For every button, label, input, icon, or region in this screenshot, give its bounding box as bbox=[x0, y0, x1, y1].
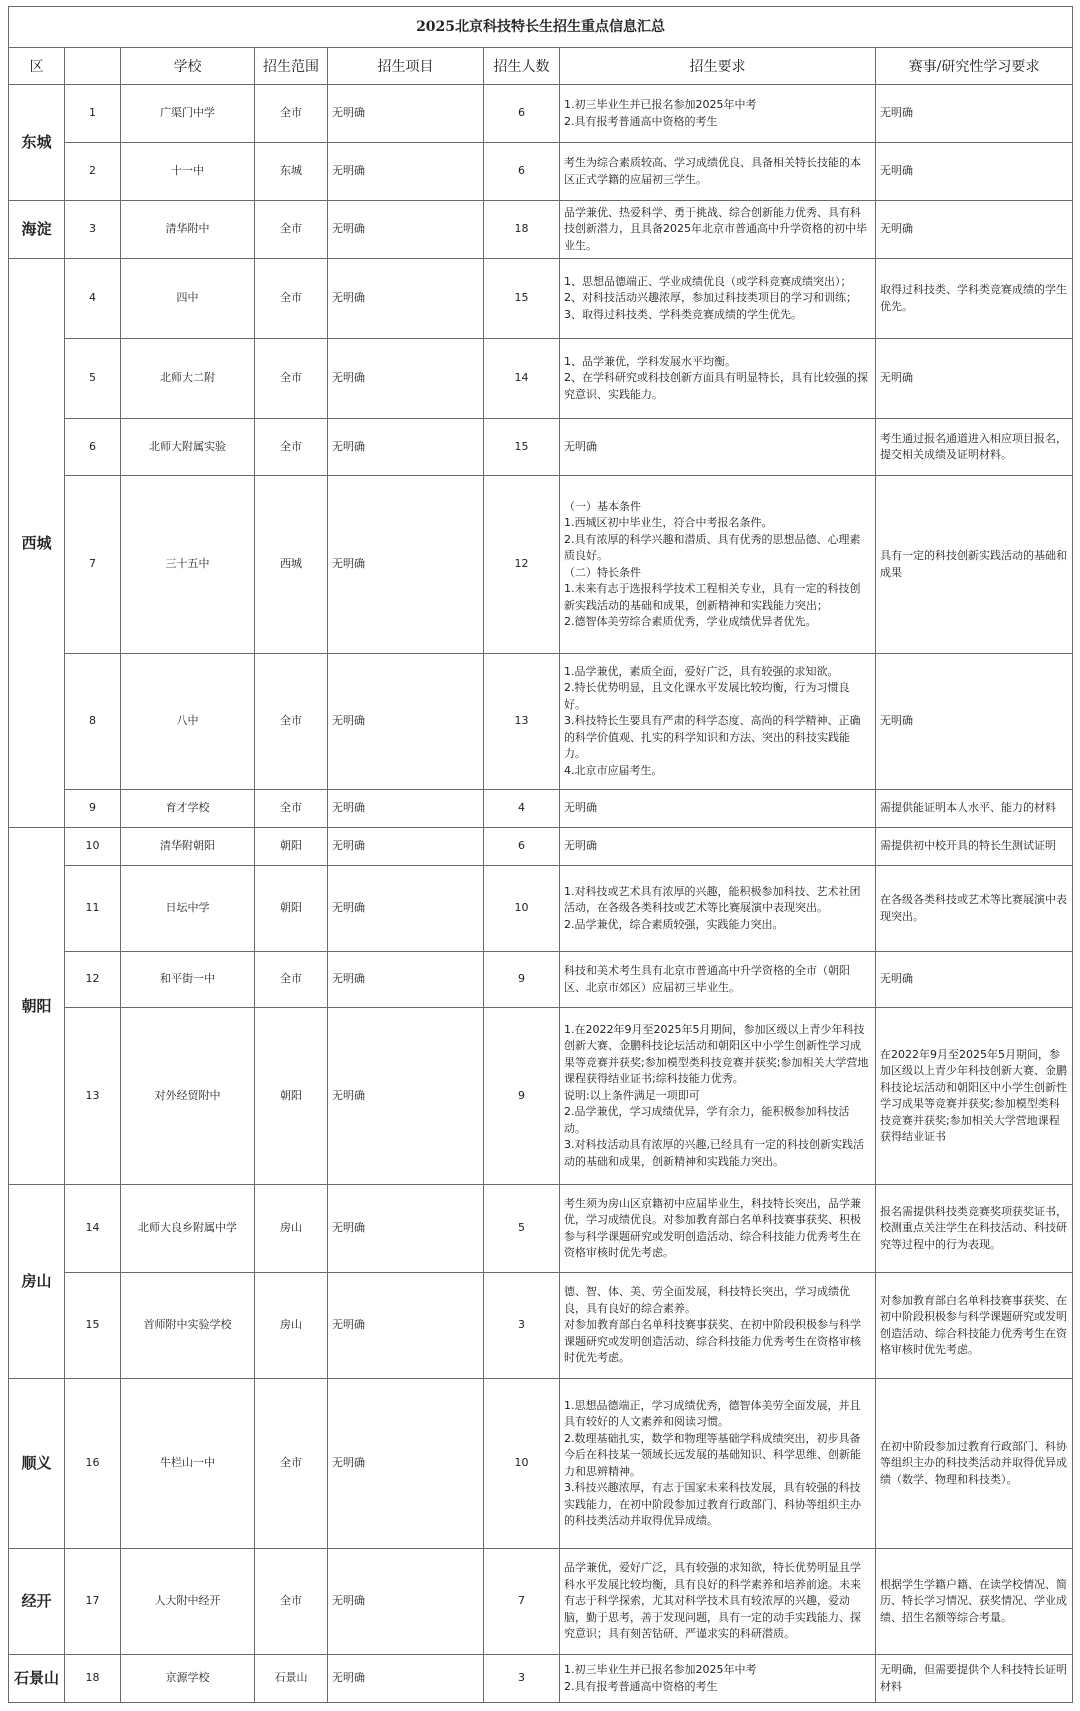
competition-req: 需提供初中校开具的特长生测试证明 bbox=[880, 839, 1056, 853]
scope: 朝阳 bbox=[255, 1008, 328, 1185]
row-number: 18 bbox=[65, 1655, 121, 1703]
count: 6 bbox=[484, 828, 560, 866]
count: 6 bbox=[484, 85, 560, 143]
table-row bbox=[9, 790, 1073, 828]
project: 无明确 bbox=[328, 85, 484, 143]
requirements: 1、品学兼优，学科发展水平均衡。 2、在学科研究或科技创新方面具有明显特长，具有比较强的探究意识、实践能力。 bbox=[564, 354, 868, 401]
competition-req: 对参加教育部白名单科技赛事获奖、在初中阶段积极参与科学课题研究或发明创造活动、综合科技能力优秀考生在资格审核时优先考虑。 bbox=[880, 1293, 1067, 1356]
school-name: 北师大附属实验 bbox=[121, 419, 255, 476]
school-name: 和平街一中 bbox=[121, 952, 255, 1008]
project: 无明确 bbox=[328, 1185, 484, 1273]
competition-req: 根据学生学籍户籍、在读学校情况、简历、特长学习情况、获奖情况、学业成绩、招生名额等综合考量。 bbox=[880, 1577, 1067, 1624]
project: 无明确 bbox=[328, 143, 484, 201]
row-number: 11 bbox=[65, 866, 121, 952]
header-project: 招生项目 bbox=[328, 48, 484, 85]
count: 3 bbox=[484, 1273, 560, 1379]
count: 12 bbox=[484, 476, 560, 654]
scope: 全市 bbox=[255, 339, 328, 419]
requirements: 1.思想品德端正，学习成绩优秀，德智体美劳全面发展，并且具有较好的人文素养和阅读习惯。 2.数理基础扎实，数学和物理等基础学科成绩突出，初步具备今后在科技某一领域长远发展的基础知识、科学思维、创新能力和思辨精神。 3.科技兴趣浓厚，有志于国家未来科技发展，具有较强的科技实践能力，在初中阶段参加过教育行政部门、科协等组织主办的科技类活动并取得优异成绩。 bbox=[564, 1398, 861, 1527]
school-name: 北师大二附 bbox=[121, 339, 255, 419]
requirements: 1、思想品德端正、学业成绩优良（或学科竞赛成绩突出）； 2、对科技活动兴趣浓厚，参加过科技类项目的学习和训练； 3、取得过科技类、学科类竞赛成绩的学生优先。 bbox=[564, 274, 857, 321]
row-number: 9 bbox=[65, 790, 121, 828]
requirements: 品学兼优，爱好广泛，具有较强的求知欲，特长优势明显且学科水平发展比较均衡，具有良好的科学素养和培养前途。未来有志于科学探索，尤其对科学技术具有较浓厚的兴趣，爱动脑，勤于思考，善于发现问题，具有一定的动手实践能力、探究意识；具有刻苦钻研、严谨求实的科研潜质。 bbox=[564, 1561, 861, 1641]
project: 无明确 bbox=[328, 866, 484, 952]
requirements: （一）基本条件 1.西城区初中毕业生，符合中考报名条件。 2.具有浓厚的科学兴趣和潜质、具有优秀的思想品德、心理素质良好。 （二）特长条件 1.未来有志于选报科学技术工程相关专业，具有一定的科技创新实践活动的基础和成果，创新精神和实践能力突出； 2.德智体美劳综合素质优秀，学业成绩优异者优先。 bbox=[564, 499, 861, 628]
scope: 全市 bbox=[255, 654, 328, 790]
project: 无明确 bbox=[328, 419, 484, 476]
district-cell: 朝阳 bbox=[9, 828, 65, 1185]
scope: 全市 bbox=[255, 1379, 328, 1549]
requirements: 科技和美术考生具有北京市普通高中升学资格的全市（朝阳区、北京市郊区）应届初三毕业生。 bbox=[564, 964, 850, 994]
project: 无明确 bbox=[328, 952, 484, 1008]
project: 无明确 bbox=[328, 201, 484, 259]
project: 无明确 bbox=[328, 339, 484, 419]
competition-req: 无明确 bbox=[880, 164, 913, 178]
table-row bbox=[9, 201, 1073, 259]
school-name: 人大附中经开 bbox=[121, 1549, 255, 1655]
school-name: 育才学校 bbox=[121, 790, 255, 828]
table-row bbox=[9, 866, 1073, 952]
scope: 全市 bbox=[255, 1549, 328, 1655]
district-cell: 海淀 bbox=[9, 201, 65, 259]
count: 9 bbox=[484, 952, 560, 1008]
row-number: 16 bbox=[65, 1379, 121, 1549]
school-name: 京源学校 bbox=[121, 1655, 255, 1703]
competition-req: 无明确，但需要提供个人科技特长证明材料 bbox=[880, 1663, 1067, 1693]
scope: 全市 bbox=[255, 201, 328, 259]
count: 7 bbox=[484, 1549, 560, 1655]
row-number: 3 bbox=[65, 201, 121, 259]
school-name: 八中 bbox=[121, 654, 255, 790]
table-row bbox=[9, 1273, 1073, 1379]
project: 无明确 bbox=[328, 1655, 484, 1703]
competition-req: 在初中阶段参加过教育行政部门、科协等组织主办的科技类活动并取得优异成绩（数学、物理和科技类）。 bbox=[880, 1439, 1067, 1486]
count: 9 bbox=[484, 1008, 560, 1185]
table-row bbox=[9, 143, 1073, 201]
competition-req: 取得过科技类、学科类竞赛成绩的学生优先。 bbox=[880, 283, 1067, 313]
scope: 西城 bbox=[255, 476, 328, 654]
header-school: 学校 bbox=[121, 48, 255, 85]
header-scope: 招生范围 bbox=[255, 48, 328, 85]
row-number: 12 bbox=[65, 952, 121, 1008]
row-number: 1 bbox=[65, 85, 121, 143]
scope: 朝阳 bbox=[255, 866, 328, 952]
row-number: 6 bbox=[65, 419, 121, 476]
project: 无明确 bbox=[328, 654, 484, 790]
district-cell: 石景山 bbox=[9, 1655, 65, 1703]
requirements: 无明确 bbox=[564, 801, 597, 815]
project: 无明确 bbox=[328, 476, 484, 654]
table-row bbox=[9, 654, 1073, 790]
row-number: 15 bbox=[65, 1273, 121, 1379]
project: 无明确 bbox=[328, 1549, 484, 1655]
scope: 全市 bbox=[255, 952, 328, 1008]
count: 15 bbox=[484, 259, 560, 339]
row-number: 14 bbox=[65, 1185, 121, 1273]
requirements: 品学兼优、热爱科学、勇于挑战、综合创新能力优秀、具有科技创新潜力，且具备2025年北京市普通高中升学资格的初中毕业生。 bbox=[564, 205, 867, 252]
requirements: 无明确 bbox=[564, 839, 597, 853]
competition-req: 报名需提供科技类竞赛奖项获奖证书，校测重点关注学生在科技活动、科技研究等过程中的行为表现。 bbox=[880, 1204, 1067, 1251]
competition-req: 在各级各类科技或艺术等比赛展演中表现突出。 bbox=[880, 893, 1067, 923]
competition-req: 考生通过报名通道进入相应项目报名，提交相关成绩及证明材料。 bbox=[880, 431, 1067, 461]
requirements: 1.对科技或艺术具有浓厚的兴趣，能积极参加科技、艺术社团活动，在各级各类科技或艺术等比赛展演中表现突出。 2.品学兼优，综合素质较强，实践能力突出。 bbox=[564, 884, 861, 931]
project: 无明确 bbox=[328, 790, 484, 828]
district-cell: 房山 bbox=[9, 1185, 65, 1379]
row-number: 10 bbox=[65, 828, 121, 866]
row-number: 2 bbox=[65, 143, 121, 201]
scope: 朝阳 bbox=[255, 828, 328, 866]
project: 无明确 bbox=[328, 1379, 484, 1549]
scope: 全市 bbox=[255, 790, 328, 828]
school-name: 日坛中学 bbox=[121, 866, 255, 952]
requirements: 考生须为房山区京籍初中应届毕业生，科技特长突出，品学兼优，学习成绩优良。对参加教育部白名单科技赛事获奖、积极参与科学课题研究或发明创造活动、综合科技能力优秀考生在资格审核时优先考虑。 bbox=[564, 1196, 861, 1259]
table-row bbox=[9, 828, 1073, 866]
scope: 东城 bbox=[255, 143, 328, 201]
project: 无明确 bbox=[328, 259, 484, 339]
count: 6 bbox=[484, 143, 560, 201]
row-number: 13 bbox=[65, 1008, 121, 1185]
table-row bbox=[9, 259, 1073, 339]
table-row bbox=[9, 952, 1073, 1008]
school-name: 清华附中 bbox=[121, 201, 255, 259]
row-number: 8 bbox=[65, 654, 121, 790]
info-table bbox=[8, 6, 1073, 1703]
table-row bbox=[9, 1185, 1073, 1273]
count: 10 bbox=[484, 866, 560, 952]
district-cell: 顺义 bbox=[9, 1379, 65, 1549]
table-row bbox=[9, 1379, 1073, 1549]
competition-req: 无明确 bbox=[880, 222, 913, 236]
scope: 房山 bbox=[255, 1185, 328, 1273]
count: 18 bbox=[484, 201, 560, 259]
school-name: 广渠门中学 bbox=[121, 85, 255, 143]
count: 13 bbox=[484, 654, 560, 790]
requirements: 1.初三毕业生并已报名参加2025年中考 2.具有报考普通高中资格的考生 bbox=[564, 1663, 757, 1693]
scope: 房山 bbox=[255, 1273, 328, 1379]
header-count: 招生人数 bbox=[484, 48, 560, 85]
table-row bbox=[9, 1655, 1073, 1703]
table-row bbox=[9, 476, 1073, 654]
requirements: 无明确 bbox=[564, 439, 597, 453]
project: 无明确 bbox=[328, 828, 484, 866]
requirements: 1.品学兼优，素质全面，爱好广泛，具有较强的求知欲。 2.特长优势明显，且文化课水平发展比较均衡，行为习惯良好。 3.科技特长生要具有严肃的科学态度、高尚的科学精神、正确的科学价值观、扎实的科学知识和方法、突出的科技实践能力。 4.北京市应届考生。 bbox=[564, 664, 861, 777]
count: 10 bbox=[484, 1379, 560, 1549]
count: 3 bbox=[484, 1655, 560, 1703]
row-number: 7 bbox=[65, 476, 121, 654]
table-row bbox=[9, 1008, 1073, 1185]
header-competition: 赛事/研究性学习要求 bbox=[876, 48, 1073, 85]
district-cell: 西城 bbox=[9, 259, 65, 828]
school-name: 十一中 bbox=[121, 143, 255, 201]
header-no bbox=[65, 48, 121, 85]
competition-req: 具有一定的科技创新实践活动的基础和成果 bbox=[880, 549, 1067, 579]
requirements: 考生为综合素质较高、学习成绩优良、具备相关特长技能的本区正式学籍的应届初三学生。 bbox=[564, 156, 861, 186]
requirements: 1.初三毕业生并已报名参加2025年中考 2.具有报考普通高中资格的考生 bbox=[564, 98, 757, 128]
scope: 全市 bbox=[255, 419, 328, 476]
count: 5 bbox=[484, 1185, 560, 1273]
table-row bbox=[9, 419, 1073, 476]
count: 15 bbox=[484, 419, 560, 476]
document bbox=[8, 6, 1072, 1703]
school-name: 对外经贸附中 bbox=[121, 1008, 255, 1185]
scope: 石景山 bbox=[255, 1655, 328, 1703]
competition-req: 无明确 bbox=[880, 972, 913, 986]
competition-req: 无明确 bbox=[880, 714, 913, 728]
header-requirements: 招生要求 bbox=[560, 48, 876, 85]
project: 无明确 bbox=[328, 1273, 484, 1379]
competition-req: 无明确 bbox=[880, 106, 913, 120]
table-row bbox=[9, 1549, 1073, 1655]
row-number: 4 bbox=[65, 259, 121, 339]
district-cell: 经开 bbox=[9, 1549, 65, 1655]
school-name: 北师大良乡附属中学 bbox=[121, 1185, 255, 1273]
scope: 全市 bbox=[255, 259, 328, 339]
table-row bbox=[9, 339, 1073, 419]
competition-req: 在2022年9月至2025年5月期间，参加区级以上青少年科技创新大赛、金鹏科技论坛活动和朝阳区中小学生创新性学习成果等竞赛并获奖;参加模型类科技竞赛并获奖;参加相关大学营地课程获得结业证书 bbox=[880, 1047, 1067, 1143]
count: 4 bbox=[484, 790, 560, 828]
table-row bbox=[9, 85, 1073, 143]
header-row bbox=[9, 48, 1073, 85]
requirements: 德、智、体、美、劳全面发展，科技特长突出，学习成绩优良，具有良好的综合素养。 对参加教育部白名单科技赛事获奖、在初中阶段积极参与科学课题研究或发明创造活动、综合科技能力优秀考生在资格审核时优先考虑。 bbox=[564, 1285, 861, 1365]
school-name: 清华附朝阳 bbox=[121, 828, 255, 866]
table-title: 2025北京科技特长生招生重点信息汇总 bbox=[9, 7, 1073, 48]
count: 14 bbox=[484, 339, 560, 419]
school-name: 三十五中 bbox=[121, 476, 255, 654]
row-number: 5 bbox=[65, 339, 121, 419]
competition-req: 需提供能证明本人水平、能力的材料 bbox=[880, 801, 1056, 815]
competition-req: 无明确 bbox=[880, 371, 913, 385]
school-name: 牛栏山一中 bbox=[121, 1379, 255, 1549]
school-name: 四中 bbox=[121, 259, 255, 339]
requirements: 1.在2022年9月至2025年5月期间，参加区级以上青少年科技创新大赛、金鹏科技论坛活动和朝阳区中小学生创新性学习成果等竞赛并获奖;参加模型类科技竞赛并获奖;参加相关大学营地课程获得结业证书;综科技能力优秀。 说明:以上条件满足一项即可 2.品学兼优，学习成绩优异，学有余力，能积极参加科技活动。 3.对科技活动具有浓厚的兴趣,已经具有一定的科技创新实践活动的基础和成果，创新精神和实践能力突出。 bbox=[564, 1022, 869, 1168]
row-number: 17 bbox=[65, 1549, 121, 1655]
scope: 全市 bbox=[255, 85, 328, 143]
school-name: 首师附中实验学校 bbox=[121, 1273, 255, 1379]
header-district: 区 bbox=[9, 48, 65, 85]
district-cell: 东城 bbox=[9, 85, 65, 201]
project: 无明确 bbox=[328, 1008, 484, 1185]
